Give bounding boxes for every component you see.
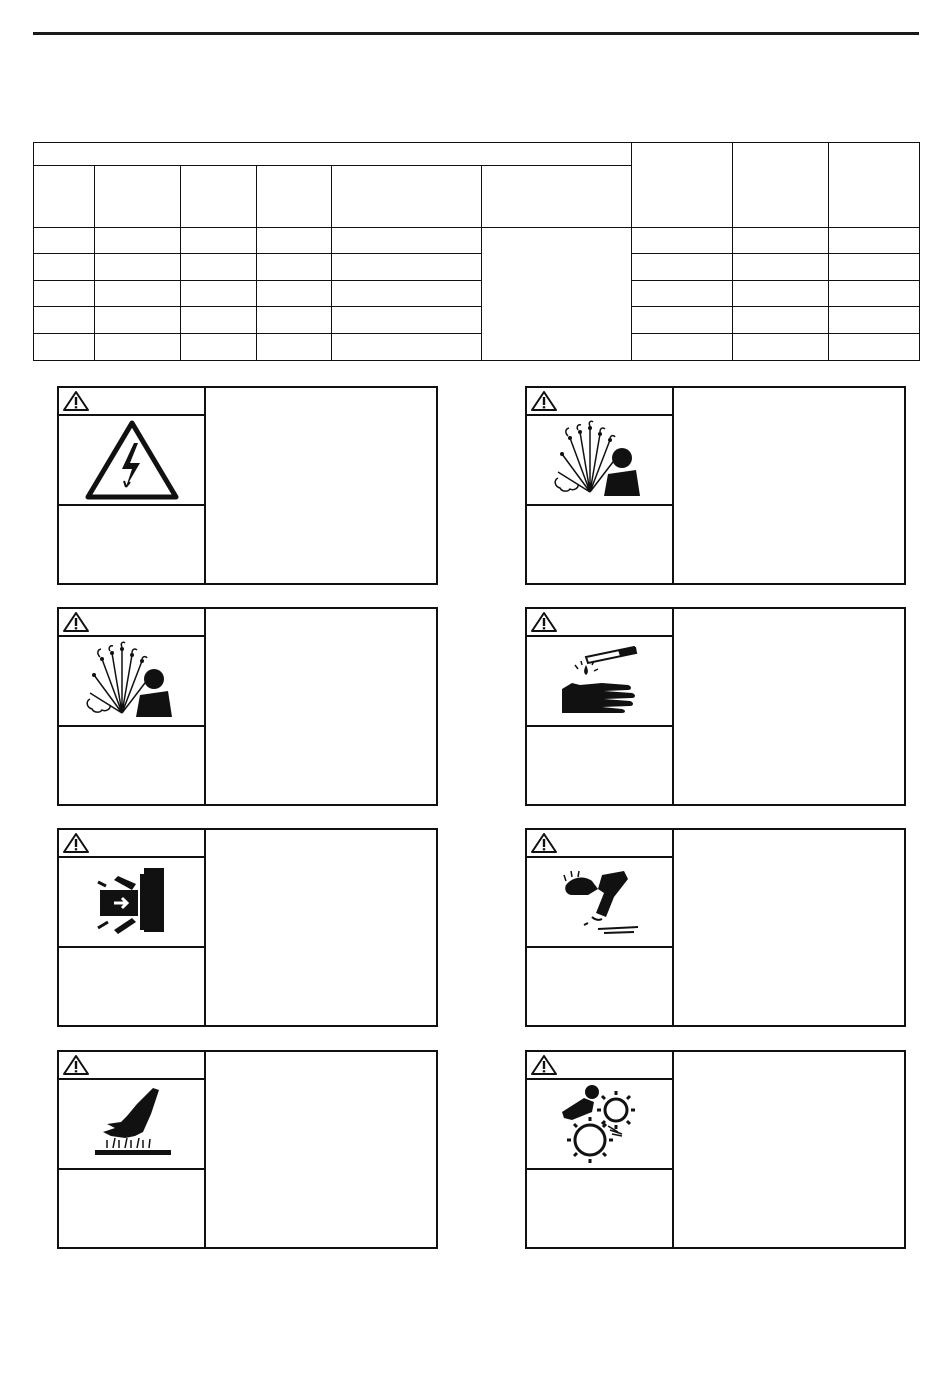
table-row [34, 280, 920, 306]
table-cell [257, 228, 332, 254]
table-cell [181, 280, 257, 306]
warning-text [206, 830, 436, 1025]
table-cell-merged [482, 228, 632, 361]
warning-text [674, 1052, 904, 1247]
table-cell [733, 280, 829, 306]
table-cell [181, 333, 257, 360]
alert-triangle-icon [62, 1054, 90, 1076]
warning-card-left [59, 609, 206, 804]
spec-table [33, 142, 920, 361]
hazard-pictogram [527, 637, 672, 727]
warning-card-explosion [57, 607, 438, 806]
warning-text [206, 388, 436, 583]
table-header [95, 166, 181, 228]
warning-card-electrical [57, 386, 438, 585]
table-group-header [34, 143, 632, 166]
table-cell [632, 333, 733, 360]
warning-caption [527, 506, 672, 584]
hazard-pictogram [59, 858, 204, 948]
alert-triangle-icon [62, 611, 90, 633]
table-cell [181, 228, 257, 254]
warning-card-header [527, 1052, 672, 1080]
table-cell [632, 254, 733, 280]
warning-card-explosion [525, 386, 906, 585]
table-cell [95, 254, 181, 280]
table-row [34, 306, 920, 333]
warning-card-left [527, 1052, 674, 1247]
hazard-pictogram [59, 416, 204, 506]
chemical-burn-hazard-icon [558, 643, 642, 719]
warning-card-left [59, 388, 206, 583]
table-cell [95, 280, 181, 306]
table-row [34, 228, 920, 254]
table-row [34, 254, 920, 280]
table-cell [332, 254, 482, 280]
crush-hazard-icon [92, 864, 172, 940]
table-cell [829, 280, 920, 306]
table-cell [181, 306, 257, 333]
warning-card-left [527, 609, 674, 804]
table-cell [332, 280, 482, 306]
table-cell [829, 333, 920, 360]
table-cell [733, 254, 829, 280]
table-header [829, 143, 920, 228]
table-header [34, 166, 95, 228]
warning-card-header [59, 609, 204, 637]
alert-triangle-icon [530, 611, 558, 633]
hazard-pictogram [527, 1080, 672, 1170]
table-cell [332, 228, 482, 254]
hazard-pictogram [59, 637, 204, 727]
warning-caption [527, 1170, 672, 1248]
warning-card-header [527, 830, 672, 858]
table-cell [34, 280, 95, 306]
warning-caption [59, 948, 204, 1026]
alert-triangle-icon [530, 1054, 558, 1076]
table-cell [332, 333, 482, 360]
warning-card-left [527, 830, 674, 1025]
explosion-hazard-icon [550, 418, 650, 502]
warning-text [674, 609, 904, 804]
alert-triangle-icon [530, 390, 558, 412]
table-cell [181, 254, 257, 280]
alert-triangle-icon [530, 832, 558, 854]
warning-card-crush [57, 828, 438, 1027]
table-cell [34, 254, 95, 280]
table-cell [632, 228, 733, 254]
table-row [34, 333, 920, 360]
warning-caption [59, 727, 204, 805]
table-cell [34, 228, 95, 254]
table-cell [829, 228, 920, 254]
warning-caption [59, 506, 204, 584]
table-cell [332, 306, 482, 333]
table-cell [34, 333, 95, 360]
electrical-hazard-icon [84, 419, 180, 501]
table-cell [733, 333, 829, 360]
table-cell [733, 306, 829, 333]
table-cell [257, 306, 332, 333]
warning-caption [527, 948, 672, 1026]
entanglement-hazard-icon [558, 1082, 642, 1166]
slip-hazard-icon [558, 867, 642, 937]
warning-caption [527, 727, 672, 805]
explosion-hazard-icon [82, 639, 182, 723]
table-header [632, 143, 733, 228]
warning-caption [59, 1170, 204, 1248]
warning-card-left [59, 1052, 206, 1247]
warning-card-header [59, 830, 204, 858]
warning-card-hot-surface [57, 1050, 438, 1249]
warning-card-left [59, 830, 206, 1025]
warning-card-header [527, 609, 672, 637]
table-cell [733, 228, 829, 254]
table-cell [95, 228, 181, 254]
warning-text [206, 609, 436, 804]
table-header [257, 166, 332, 228]
top-rule [33, 32, 919, 35]
table-cell [95, 306, 181, 333]
table-cell [829, 254, 920, 280]
table-cell [257, 280, 332, 306]
hazard-pictogram [527, 416, 672, 506]
table-header [332, 166, 482, 228]
warning-text [674, 388, 904, 583]
table-cell [632, 280, 733, 306]
warning-text [674, 830, 904, 1025]
warning-card-header [59, 1052, 204, 1080]
warning-card-header [527, 388, 672, 416]
table-header [733, 143, 829, 228]
table-cell [257, 254, 332, 280]
table-header [482, 166, 632, 228]
warning-card-entanglement [525, 1050, 906, 1249]
warning-card-chemical [525, 607, 906, 806]
table-cell [257, 333, 332, 360]
table-cell [34, 306, 95, 333]
table-cell [829, 306, 920, 333]
alert-triangle-icon [62, 832, 90, 854]
table-cell [632, 306, 733, 333]
warning-card-left [527, 388, 674, 583]
alert-triangle-icon [62, 390, 90, 412]
warning-card-header [59, 388, 204, 416]
warning-card-slip [525, 828, 906, 1027]
warning-text [206, 1052, 436, 1247]
table-cell [95, 333, 181, 360]
table-header [181, 166, 257, 228]
hazard-pictogram [59, 1080, 204, 1170]
hot-surface-hazard-icon [87, 1084, 177, 1164]
hazard-pictogram [527, 858, 672, 948]
